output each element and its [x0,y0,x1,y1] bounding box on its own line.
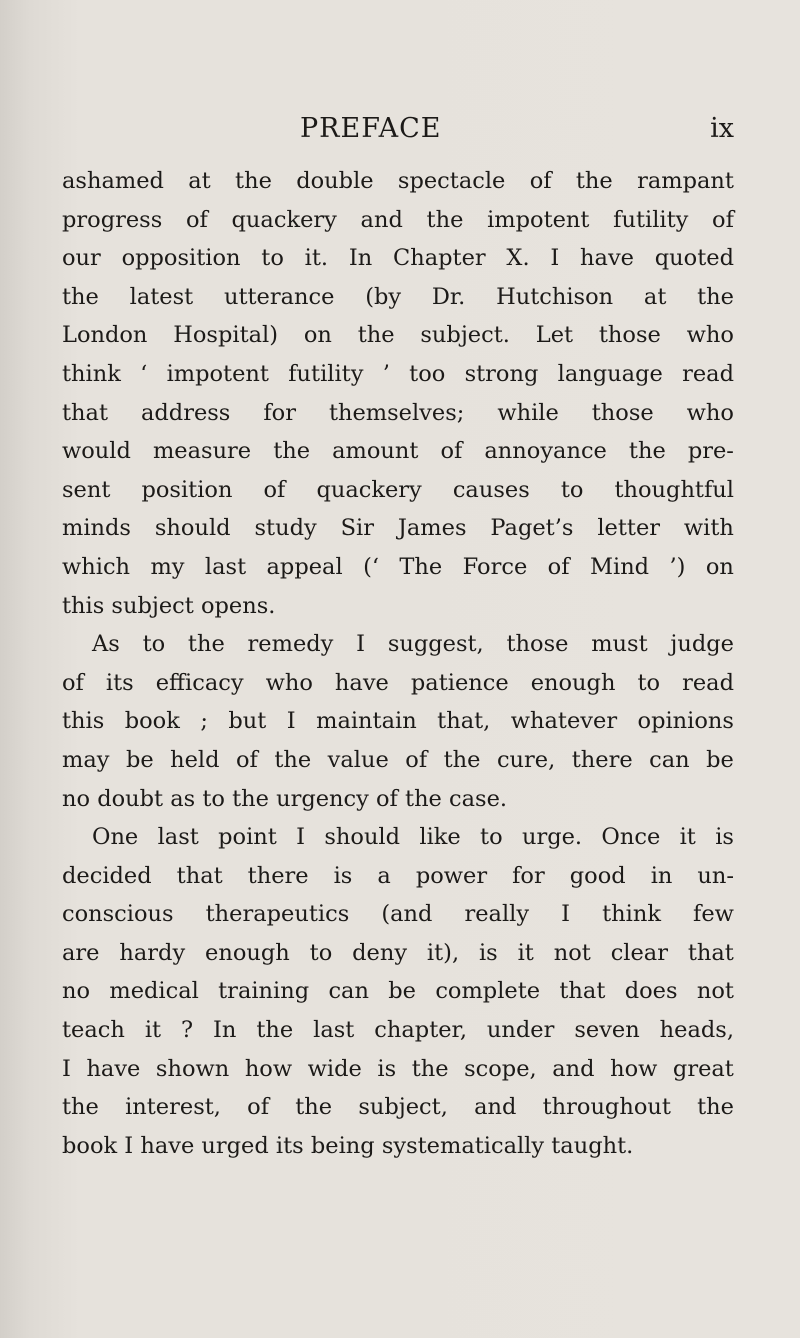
word: to [637,669,661,696]
word: appeal [266,553,343,580]
word: which [62,553,131,580]
text-line [62,548,734,587]
word: and [360,206,403,233]
word: that, [437,708,491,735]
word: opinions [637,708,734,735]
word: ’ [382,360,390,387]
text-line [62,664,734,703]
word: think [602,901,661,928]
word: to [560,476,584,503]
word: like [419,824,461,851]
word: latest [129,283,194,310]
word: of [529,168,552,194]
word: last [157,824,199,851]
word: the [62,1094,99,1121]
word: ? [181,1017,194,1044]
word: have [334,669,389,696]
word: to [480,824,503,851]
word: of [185,206,208,233]
word: impotent [487,206,590,233]
word: read [682,360,734,387]
word: letter [597,515,661,542]
word: at [188,168,211,194]
word: enough [530,669,616,696]
text-line [62,432,734,471]
text-line: this subject opens. [62,592,276,619]
word: quoted [654,245,734,272]
word: and [552,1055,595,1082]
word: heads, [659,1017,734,1044]
word: In [213,1017,237,1044]
word: think [62,360,121,387]
word: of [405,746,428,773]
text-line [62,316,734,355]
word: efficacy [155,669,244,696]
word: of [440,438,463,465]
word: the [628,438,666,465]
word: point [218,824,277,851]
word: themselves; [328,399,465,426]
text-line [62,162,734,201]
text-line [62,394,734,433]
word: throughout [542,1094,671,1121]
word: the [697,1094,734,1121]
word: measure [152,438,252,465]
word: clear [610,939,668,966]
word: subject. [420,322,510,349]
text-line [62,625,734,664]
word: under [486,1017,555,1044]
word: book [124,708,180,735]
text-line [62,1088,734,1127]
word: that [62,399,108,426]
word: can [649,746,690,773]
word: Paget’s [490,515,574,542]
word: the [273,438,311,465]
word: minds [62,515,131,542]
word: great [672,1055,734,1082]
text-line [62,239,734,278]
text-line: no doubt as to the urgency of the case. [62,785,508,812]
word: good [569,862,626,889]
word: does [624,978,678,1005]
word: scope, [464,1055,537,1082]
word: those [591,399,654,426]
word: there [247,862,309,889]
word: while [497,399,559,426]
word: futility [613,206,689,233]
word: at [643,283,667,310]
word: can [328,978,369,1005]
word: utterance [223,283,335,310]
word: have [86,1055,141,1082]
word: that [176,862,223,889]
word: be [388,978,416,1005]
word: maintain [316,708,417,735]
word: I [356,631,366,658]
word: read [682,669,734,696]
word: Chapter [393,245,486,272]
text-line [62,741,734,780]
word: should [324,824,401,851]
word: is [333,862,353,889]
word: ashamed [62,168,164,194]
word: (by [365,283,402,310]
word: spectacle [397,168,506,194]
word: for [263,399,296,426]
word: last [204,553,247,580]
word: Once [601,824,661,851]
word: of [712,206,734,233]
word: the [235,168,272,194]
word: I [286,708,296,735]
word: it [144,1017,162,1044]
paragraph [62,625,734,818]
word: may [62,746,110,773]
word: how [610,1055,658,1082]
word: my [150,553,185,580]
text-line [62,972,734,1011]
word: our [62,245,101,272]
word: urge. [521,824,583,851]
word: held [170,746,220,773]
word: progress [62,206,163,233]
word: value [327,746,389,773]
word: Force [462,553,528,580]
word: who [686,322,734,349]
word: not [553,939,591,966]
word: to [142,631,166,658]
word: Let [535,322,574,349]
word: is [715,824,734,851]
text-line [62,934,734,973]
text-line [62,702,734,741]
word: causes [452,476,530,503]
text-line [62,895,734,934]
word: its [105,669,134,696]
word: of [247,1094,270,1121]
word: judge [670,631,734,658]
word: too [409,360,446,387]
word: suggest, [387,631,484,658]
word: quackery [316,476,422,503]
running-header [62,112,734,152]
word: who [686,399,734,426]
word: pre- [687,438,734,465]
word: must [591,631,648,658]
word: are [62,939,100,966]
word: therapeutics [205,901,350,928]
word: quackery [231,206,337,233]
text-line [62,818,734,857]
body-text [62,162,734,1165]
word: position [141,476,233,503]
word: training [218,978,310,1005]
word: study [254,515,317,542]
word: who [265,669,313,696]
word: enough [205,939,290,966]
word: interest, [125,1094,221,1121]
word: address [140,399,231,426]
word: it. [304,245,329,272]
word: with [683,515,734,542]
word: annoyance [484,438,607,465]
word: cure, [496,746,556,773]
word: that [687,939,734,966]
word: it [517,939,534,966]
word: in [650,862,673,889]
word: would [62,438,131,465]
word: In [348,245,373,272]
word: how [244,1055,293,1082]
word: wide [307,1055,362,1082]
text-line [62,201,734,240]
word: impotent [166,360,269,387]
word: of [62,669,84,696]
word: the [426,206,464,233]
word: subject, [358,1094,448,1121]
word: hardy [119,939,186,966]
word: James [397,515,467,542]
text-line [62,509,734,548]
word: to [309,939,333,966]
word: rampant [637,168,734,194]
word: shown [155,1055,230,1082]
word: a [377,862,391,889]
word: I [296,824,306,851]
word: last [313,1017,355,1044]
word: One [92,824,139,851]
word: futility [288,360,364,387]
word: opposition [121,245,241,272]
text-line [62,1011,734,1050]
text-line [62,1050,734,1089]
word: power [415,862,488,889]
word: I [561,901,571,928]
word: language [557,360,663,387]
word: sent [62,476,111,503]
word: those [598,322,661,349]
word: Mind [589,553,650,580]
word: medical [109,978,199,1005]
word: whatever [510,708,618,735]
word: be [706,746,734,773]
word: ’) [669,553,686,580]
word: the [697,283,734,310]
word: As [92,631,120,658]
word: The [399,553,443,580]
word: to [261,245,284,272]
word: of [547,553,570,580]
word: that [559,978,606,1005]
paragraph [62,162,734,625]
word: the [187,631,225,658]
word: and [474,1094,517,1121]
word: teach [62,1017,125,1044]
word: double [296,168,374,194]
word: X. [506,245,530,272]
word: remedy [247,631,334,658]
paragraph [62,818,734,1165]
word: I [550,245,560,272]
word: be [125,746,154,773]
word: have [580,245,634,272]
text-line [62,355,734,394]
word: deny [352,939,408,966]
word: few [693,901,734,928]
text-line [62,471,734,510]
word: decided [62,862,152,889]
word: those [506,631,569,658]
word: there [571,746,633,773]
text-line: book I have urged its being systematically taught. [62,1132,634,1159]
word: should [154,515,231,542]
word: on [705,553,734,580]
word: really [464,901,530,928]
word: it [679,824,696,851]
word: of [263,476,286,503]
word: seven [574,1017,640,1044]
word: ‘ [140,360,148,387]
word: ; [200,708,208,735]
word: London [62,322,148,349]
word: the [575,168,613,194]
word: amount [332,438,419,465]
word: the [274,746,312,773]
word: chapter, [374,1017,467,1044]
word: it), [426,939,460,966]
word: un- [697,862,734,889]
text-line [62,278,734,317]
word: patience [410,669,509,696]
word: no [62,978,91,1005]
word: the [295,1094,333,1121]
word: the [256,1017,294,1044]
word: of [236,746,258,773]
word: Dr. [431,283,466,310]
word: complete [435,978,541,1005]
word: not [696,978,734,1005]
word: on [303,322,332,349]
word: is [377,1055,397,1082]
word: this [62,708,105,735]
word: the [62,283,99,310]
word: for [512,862,545,889]
word: conscious [62,901,174,928]
word: Sir [340,515,374,542]
word: (and [381,901,433,928]
word: Hospital) [173,322,278,349]
word: the [357,322,395,349]
word: Hutchison [496,283,614,310]
word: but [228,708,267,735]
page-number: ix [710,113,734,144]
word: thoughtful [614,476,734,503]
word: (‘ [363,553,380,580]
word: the [411,1055,449,1082]
running-title: PREFACE [300,113,442,144]
word: is [478,939,498,966]
word: strong [464,360,539,387]
text-line [62,857,734,896]
word: I [62,1055,71,1082]
word: the [443,746,481,773]
